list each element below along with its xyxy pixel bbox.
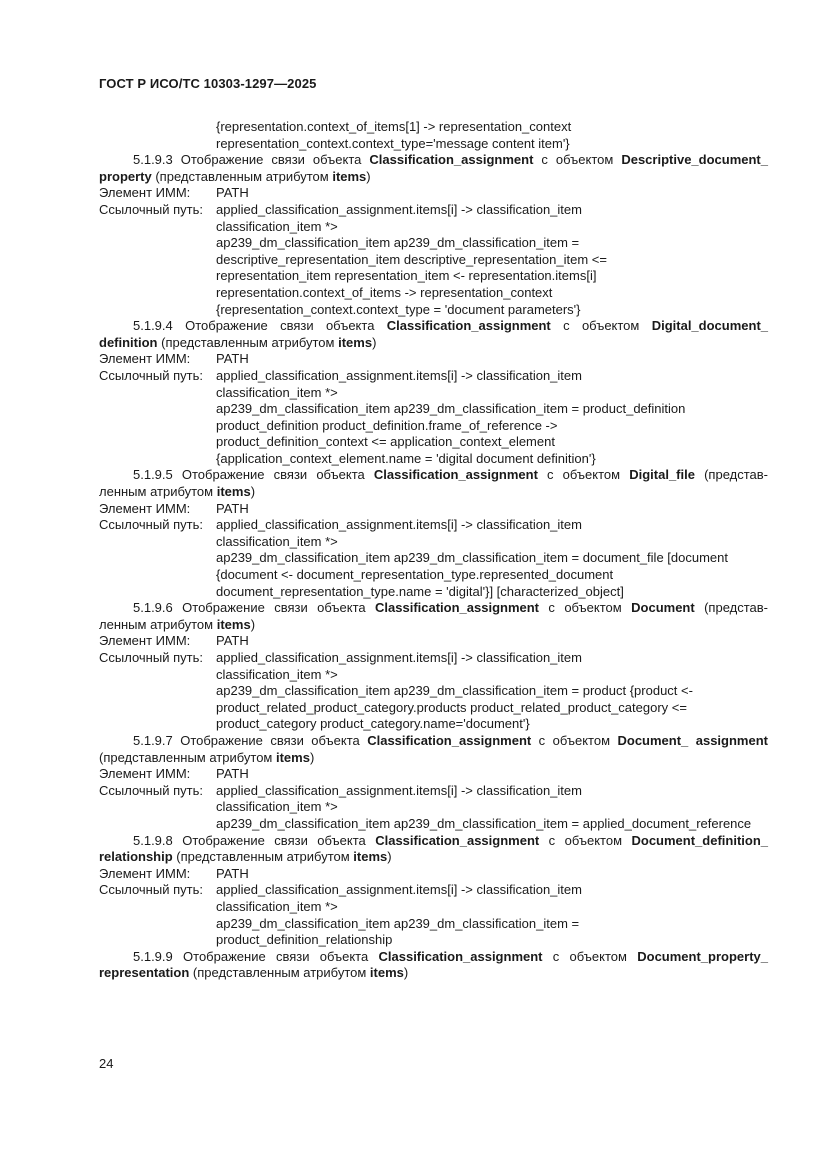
path-line: ap239_dm_classification_item ap239_dm_classification_item = bbox=[216, 235, 580, 251]
element-row: Элемент ИММ: PATH bbox=[99, 185, 249, 201]
reference-path-row: Ссылочный путь: applied_classification_assignment.items[i] -> classification_item classification_item *> ap239_dm_classification_item ap239_dm_classification_item = product_definition_relationship bbox=[99, 882, 582, 948]
section-heading-line-2: ленным атрибутом items) bbox=[99, 616, 256, 632]
path-line: {document <- document_representation_type.represented_document bbox=[216, 567, 614, 583]
path-line: classification_item *> bbox=[216, 218, 338, 234]
reference-path-row: Ссылочный путь: applied_classification_assignment.items[i] -> classification_item classification_item *> ap239_dm_classification_item ap239_dm_classification_item = product {product <- product_related_product_category.products product_related_product_category <= product_category product_category.name='document'} bbox=[99, 650, 693, 732]
section-heading-line-2: ленным атрибутом items) bbox=[99, 484, 256, 500]
section-heading-line-1: 5.1.9.8 Отображение связи объекта Classification_assignment с объектом Document_definition_ bbox=[133, 832, 768, 848]
section-heading-line-1: 5.1.9.6 Отображение связи объекта Classification_assignment с объектом Document (представ- bbox=[133, 600, 769, 616]
reference-path-row: Ссылочный путь: applied_classification_assignment.items[i] -> classification_item classification_item *> ap239_dm_classification_item ap239_dm_classification_item = applied_document_reference bbox=[99, 782, 752, 831]
intro-line-1: {representation.context_of_items[1] -> representation_context bbox=[216, 119, 572, 134]
section-5-1-9-9 bbox=[99, 949, 768, 982]
path-line: ap239_dm_classification_item ap239_dm_classification_item = bbox=[216, 915, 580, 931]
path-line: ap239_dm_classification_item ap239_dm_classification_item = document_file [document bbox=[216, 550, 728, 566]
reference-path-row: Ссылочный путь: applied_classification_assignment.items[i] -> classification_item classification_item *> ap239_dm_classification_item ap239_dm_classification_item = document_file [document {document <- document_representation_type.represented_document document_representation_type.name = 'digital'}] [characterized_object] bbox=[99, 517, 728, 599]
element-row: Элемент ИММ: PATH bbox=[99, 500, 249, 516]
page-number: 24 bbox=[99, 1056, 114, 1071]
path-line: classification_item *> bbox=[216, 533, 338, 549]
section-heading-line-1: 5.1.9.9 Отображение связи объекта Classification_assignment с объектом Document_property_ bbox=[133, 948, 768, 964]
element-row: Элемент ИММ: PATH bbox=[99, 633, 249, 649]
section-heading-line-2: (представленным атрибутом items) bbox=[99, 749, 315, 765]
section-heading-line-2: relationship (представленным атрибутом items) bbox=[99, 849, 392, 865]
path-line: representation.context_of_items -> representation_context bbox=[216, 284, 553, 300]
section-5-1-9-4 bbox=[99, 318, 768, 467]
path-line: descriptive_representation_item descriptive_representation_item <= bbox=[216, 251, 607, 267]
path-line: product_related_product_category.products product_related_product_category <= bbox=[216, 699, 687, 715]
path-line: {application_context_element.name = 'digital document definition'} bbox=[216, 450, 596, 466]
path-line: product_definition_relationship bbox=[216, 932, 393, 948]
path-line: applied_classification_assignment.items[i] -> classification_item bbox=[216, 201, 582, 217]
path-line: document_representation_type.name = 'digital'}] [characterized_object] bbox=[216, 583, 624, 599]
intro-line-2: representation_context.context_type='message content item'} bbox=[216, 135, 570, 151]
document-header: ГОСТ Р ИСО/ТС 10303-1297—2025 bbox=[99, 76, 317, 91]
section-5-1-9-5 bbox=[99, 467, 768, 600]
section-heading-line-1: 5.1.9.4 Отображение связи объекта Classification_assignment с объектом Digital_document_ bbox=[133, 318, 768, 334]
section-heading-line-2: property (представленным атрибутом items) bbox=[99, 168, 371, 184]
path-line: product_definition product_definition.frame_of_reference -> bbox=[216, 417, 558, 433]
reference-path-row: Ссылочный путь: applied_classification_assignment.items[i] -> classification_item classification_item *> ap239_dm_classification_item ap239_dm_classification_item = descriptive_representation_item descriptive_representation_item <= representation_item representation_item <- representation.items[i] representation.context_of_items -> representation_context {representation_context.context_type = 'document parameters'} bbox=[99, 201, 607, 317]
path-line: ap239_dm_classification_item ap239_dm_classification_item = applied_document_reference bbox=[216, 815, 752, 831]
element-row: Элемент ИММ: PATH bbox=[99, 766, 249, 782]
section-heading-line-1: 5.1.9.3 Отображение связи объекта Classification_assignment с объектом Descriptive_document_ bbox=[133, 152, 768, 168]
path-line: {representation_context.context_type = 'document parameters'} bbox=[216, 301, 581, 317]
reference-path-row: Ссылочный путь: applied_classification_assignment.items[i] -> classification_item classification_item *> ap239_dm_classification_item ap239_dm_classification_item = product_definition product_definition product_definition.frame_of_reference -> product_definition_context <= application_context_element {application_context_element.name = 'digital document definition'} bbox=[99, 367, 686, 466]
section-5-1-9-6 bbox=[99, 600, 768, 733]
path-line: applied_classification_assignment.items[i] -> classification_item bbox=[216, 650, 582, 665]
path-line: ap239_dm_classification_item ap239_dm_classification_item = product {product <- bbox=[216, 683, 693, 699]
element-row: Элемент ИММ: PATH bbox=[99, 351, 249, 367]
element-row: Элемент ИММ: PATH bbox=[99, 865, 249, 881]
path-line: product_category product_category.name='document'} bbox=[216, 716, 530, 732]
section-heading-line-2: representation (представленным атрибутом items) bbox=[99, 965, 409, 981]
path-line: applied_classification_assignment.items[i] -> classification_item bbox=[216, 782, 582, 798]
path-line: applied_classification_assignment.items[i] -> classification_item bbox=[216, 882, 582, 898]
path-line: representation_item representation_item <- representation.items[i] bbox=[216, 268, 597, 284]
section-heading-line-2: definition (представленным атрибутом items) bbox=[99, 334, 377, 350]
section-heading-line-1: 5.1.9.5 Отображение связи объекта Classification_assignment с объектом Digital_file (представ- bbox=[133, 467, 768, 483]
path-line: classification_item *> bbox=[216, 799, 338, 815]
section-heading-line-1: 5.1.9.7 Отображение связи объекта Classification_assignment с объектом Document_ assignment bbox=[133, 732, 768, 748]
section-5-1-9-7 bbox=[99, 733, 768, 833]
path-line: ap239_dm_classification_item ap239_dm_classification_item = product_definition bbox=[216, 401, 686, 417]
path-line: classification_item *> bbox=[216, 666, 338, 682]
section-5-1-9-8 bbox=[99, 833, 768, 949]
page-content bbox=[99, 119, 768, 982]
path-line: product_definition_context <= application_context_element bbox=[216, 434, 555, 450]
section-5-1-9-3 bbox=[99, 152, 768, 318]
path-line: classification_item *> bbox=[216, 384, 338, 400]
path-line: applied_classification_assignment.items[i] -> classification_item bbox=[216, 517, 582, 533]
path-line: classification_item *> bbox=[216, 898, 338, 914]
path-line: applied_classification_assignment.items[i] -> classification_item bbox=[216, 367, 582, 383]
